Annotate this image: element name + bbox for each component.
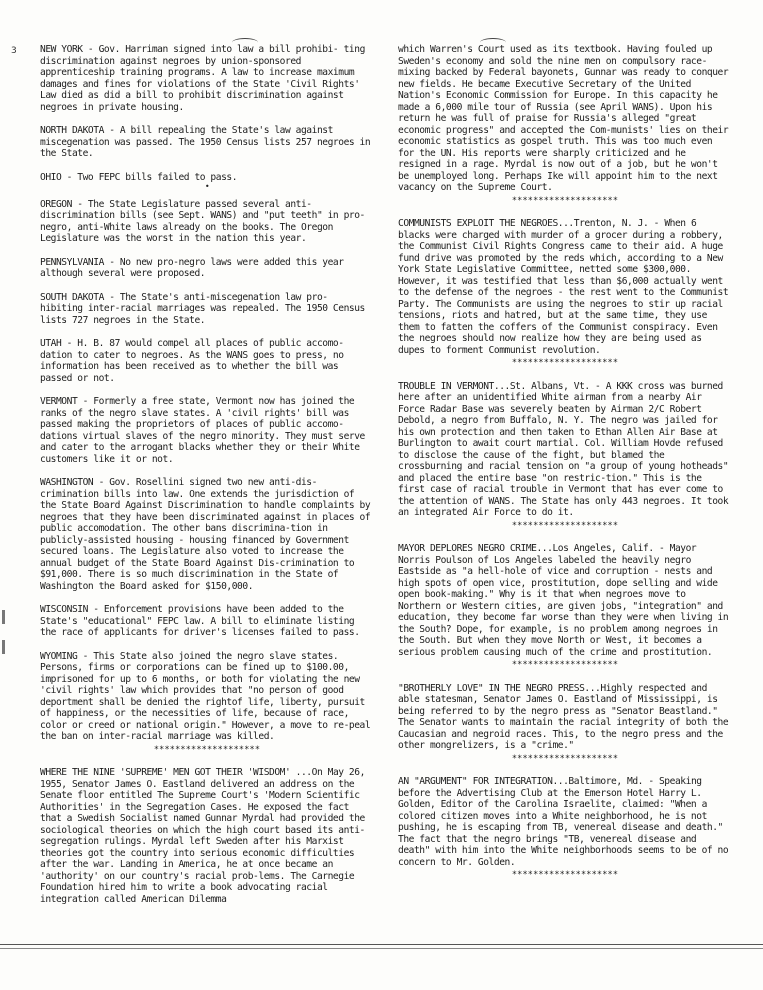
article-body: was burned here after an unidentified White airman from a nearby Air Force Radar Base was severely beaten by Airman 2/C Robert Debold, a negro from Buffalo, N. Y. The negro was jailed for his own protection and then taken to Ethan Allen Air Base at Burlington to await court martial. Col. William Hovde refused to disclose the cause of the fight, but blamed the crossburning and racial tension on "a group of young hotheads" and placed the entire base "on restric-tion." This is the first case of racial trouble in Vermont that has ever come to the attention of WANS. The State has only 443 negroes. It took an integrated Air Force to do it. xyxy=(398,380,729,518)
article-body: Mayor Norris Poulson of Los Angeles labeled the heavily negro Eastside as "a hell-hole of vice and corruption - nests and high spots of open vice, prostitution, dope selling and wide open book-making." Why is it that when negroes move to Northern or Western cities, are given jobs, "integration" and education, they become far worse than they were when living in the South? Dope, for example, is no problem among negroes in the South. But when they move North or West, it becomes a serious problem causing much of the crime and prostitution. xyxy=(398,543,729,658)
article-communists-exploit xyxy=(398,218,732,356)
article-head: OHIO - Two FEPC bills failed to pass. xyxy=(40,171,238,183)
article-pennsylvania xyxy=(40,257,374,280)
article-body: the ranks of the negro slave states. A 'civil rights' bill was passed making the proprietors of places of public accomo-dations virtual slaves of the negro minority. They must serve and cater to the arrogant blacks whether they or their White customers like it or not. xyxy=(40,396,365,465)
article-head: OREGON - The State Legislature passed several anti- xyxy=(40,198,312,210)
article-body: hibiting inter-racial marriages was repealed. The 1950 Census lists 727 negroes in the State. xyxy=(40,303,365,326)
article-body: ...On May 26, 1955, Senator James O. Eastland delivered an address on the Senate floor entitled The Supreme Court's 'Modern Scientific Authorities' in the Segregation Cases. He exposed the fact that a Swedish Socialist named Gunnar Myrdal had provided the sociological theories on which the high court based its anti-segregation rulings. Myrdal left Sweden after his Marxist theories got the country into serious economic difficulties after the war. Landing in America, he at once became an 'authority' on our country's racial prob-lems. The Carnegie Foundation hired him to write a book advocating racial integration called American Dilemma xyxy=(40,767,365,905)
article-head: which Warren's Court used as its textbook. Having fouled xyxy=(398,44,697,55)
article-body: discrimination bills (see Sept. WANS) and "put teeth" in pro-negro, anti-White laws already on the books. The Oregon Legislature was the worst in the nation this year. xyxy=(40,210,365,244)
page-mark: 3 xyxy=(11,46,17,56)
article-head: WYOMING - This State also joined the negro slave states. xyxy=(40,650,339,662)
article-head: TROUBLE IN VERMONT...St. Albans, Vt. - A KKK cross xyxy=(398,380,665,392)
left-column xyxy=(40,44,374,917)
article-supreme-wisdom xyxy=(40,767,374,905)
star-separator: ******************** xyxy=(511,520,619,531)
star-separator: ******************** xyxy=(511,660,619,670)
article-head: NORTH DAKOTA - A bill repealing the State's law against xyxy=(40,125,333,136)
bottom-rule xyxy=(0,944,763,945)
article-head: WHERE THE NINE 'SUPREME' MEN GOT THEIR 'WISDOM' xyxy=(40,767,291,778)
article-body: ting discrimination against negroes by union-sponsored apprenticeship training programs. A law to increase maximum damages and fines for violations of the State 'Civil Rights' Law died as did a bill to prohibit discrimination against negroes in private housing. xyxy=(40,44,365,113)
article-myrdal-continued xyxy=(398,44,732,194)
article-body: respected and able statesman, Senator James O. Eastland of Mississippi, is being referred to by the negro press as "Senator Beastland." The Senator wants to maintain the racial integrity of both the Caucasian and negroid races. This, to the negro press and the other mongrelizers, is a "crime." xyxy=(398,682,729,751)
article-body: Persons, firms or corporations can be fined up to $100.00, imprisoned for up to 6 months, or both for violating the new 'civil rights' law which provides that "no person of good deportment shall be denied the rightof life, liberty, pursuit of happiness, or the necessities of life, because of race, color or creed or national origin." However, a move to re-peal the ban on inter-racial marriage was killed. xyxy=(40,662,371,742)
article-wisconsin xyxy=(40,604,374,639)
article-body: Speaking before the Advertising Club at the Emerson Hotel Harry L. Golden, Editor of the Carolina Israelite, claimed: "When a colored citizen moves into a White neighborhood, he is not pushing, he is escaping from TB, venereal disease and death." The fact that the negro brings "TB, venereal disease and death" with him into the White neighborhoods seems to be of no concern to Mr. Golden. xyxy=(398,776,729,868)
article-vermont xyxy=(40,396,374,465)
article-body: When 6 blacks were charged with murder of a grocer during a robbery, the Communist Civil Rights Congress came to their aid. A huge fund drive was promoted by the reds which, according to a New York State Legislative Committee, netted some $300,000. However, it was testified that less than $6,000 actually went to the defense of the negroes - the rest went to the Communist Party. The Communists are using the negroes to stir up racial tensions, riots and hatred, but at the same time, they use them to fatten the coffers of the Communist conspiracy. Even the negroes should now realize how they are being used as dupes to forment Communist revolution. xyxy=(398,218,729,356)
article-head: UTAH - H. B. 87 would compel all places of public accomo- xyxy=(40,338,344,349)
star-separator: ******************** xyxy=(511,195,619,206)
star-separator: ******************** xyxy=(511,358,619,368)
article-head: WASHINGTON - Gov. Rosellini signed two new anti-dis- xyxy=(40,477,317,488)
article-argument-integration xyxy=(398,776,732,868)
article-utah xyxy=(40,338,374,384)
article-north-dakota xyxy=(40,125,374,160)
right-column xyxy=(398,44,732,893)
article-new-york xyxy=(40,44,374,113)
article-south-dakota xyxy=(40,292,374,327)
article-head: COMMUNISTS EXPLOIT THE NEGROES...Trenton, N. J. - xyxy=(398,218,659,229)
article-head: MAYOR DEPLORES NEGRO CRIME...Los Angeles, Calif. - xyxy=(398,543,665,554)
article-body: year although several were proposed. xyxy=(40,256,344,279)
margin-mark xyxy=(2,610,5,624)
article-washington xyxy=(40,477,374,592)
article-body: the State's "educational" FEPC law. A bill to eliminate listing the race of applicants for driver's licenses failed to pass. xyxy=(40,604,360,638)
article-body: crimination bills into law. One extends the jurisdiction of the State Board Against Discrimination to handle complaints by negroes that they have been discriminated against in places of public accomodation. The other bans discrimina-tion in publicly-assisted housing - housing financed by Government secured loans. The Legislature also voted to increase the annual budget of the State Board Against Dis-crimination to $91,000. There is so much discrimination in the State of Washington the Board asked for $150,000. xyxy=(40,488,371,592)
article-body: miscegenation was passed. The 1950 Census lists 257 negroes in the State. xyxy=(40,136,371,159)
star-separator: ******************** xyxy=(153,744,261,755)
article-head: PENNSYLVANIA - No new pro-negro laws were added this xyxy=(40,256,317,268)
star-separator: ******************** xyxy=(511,870,619,880)
article-head: NEW YORK - Gov. Harriman signed into law a bill prohibi- xyxy=(40,44,339,55)
dot-separator: • xyxy=(204,182,210,191)
article-head: AN "ARGUMENT" FOR INTEGRATION...Baltimore, Md. - xyxy=(398,776,654,787)
margin-mark xyxy=(2,640,5,654)
article-head: VERMONT - Formerly a free state, Vermont now has joined xyxy=(40,396,333,407)
article-mayor-deplores xyxy=(398,543,732,658)
article-trouble-vermont xyxy=(398,381,732,519)
article-body: up Sweden's economy and sold the nine men on compulsory race-mixing backed by Federal bayonets, Gunnar was ready to conquer new fields. He became Executive Secretary of the United Nation's Economic Commission for Europe. In this capacity he made a 6,000 mile tour of Russia (see April WANS). Upon his return he was full of praise for Russia's alleged "great economic progress" and accepted the Com-munists' lies on their economic statistics as gospel truth. This was too much even for the UN. His reports were sharply criticized and he resigned in a rage. Myrdal is now out of a job, but he won't be unemployed long. Perhaps Ike will appoint him to the next vacancy on the Supreme Court. xyxy=(398,44,729,193)
article-body: dation to cater to negroes. As the WANS goes to press, no information has been received as to whether the bill was passed or not. xyxy=(40,349,344,384)
article-head: WISCONSIN - Enforcement provisions have been added to xyxy=(40,604,323,615)
article-wyoming xyxy=(40,651,374,743)
article-head: SOUTH DAKOTA - The State's anti-miscegenation law pro- xyxy=(40,291,328,303)
article-oregon xyxy=(40,199,374,245)
article-brotherly-love xyxy=(398,683,732,752)
star-separator: ******************** xyxy=(511,753,619,764)
article-head: "BROTHERLY LOVE" IN THE NEGRO PRESS...Highly xyxy=(398,682,633,694)
bottom-rule-secondary xyxy=(0,948,763,949)
